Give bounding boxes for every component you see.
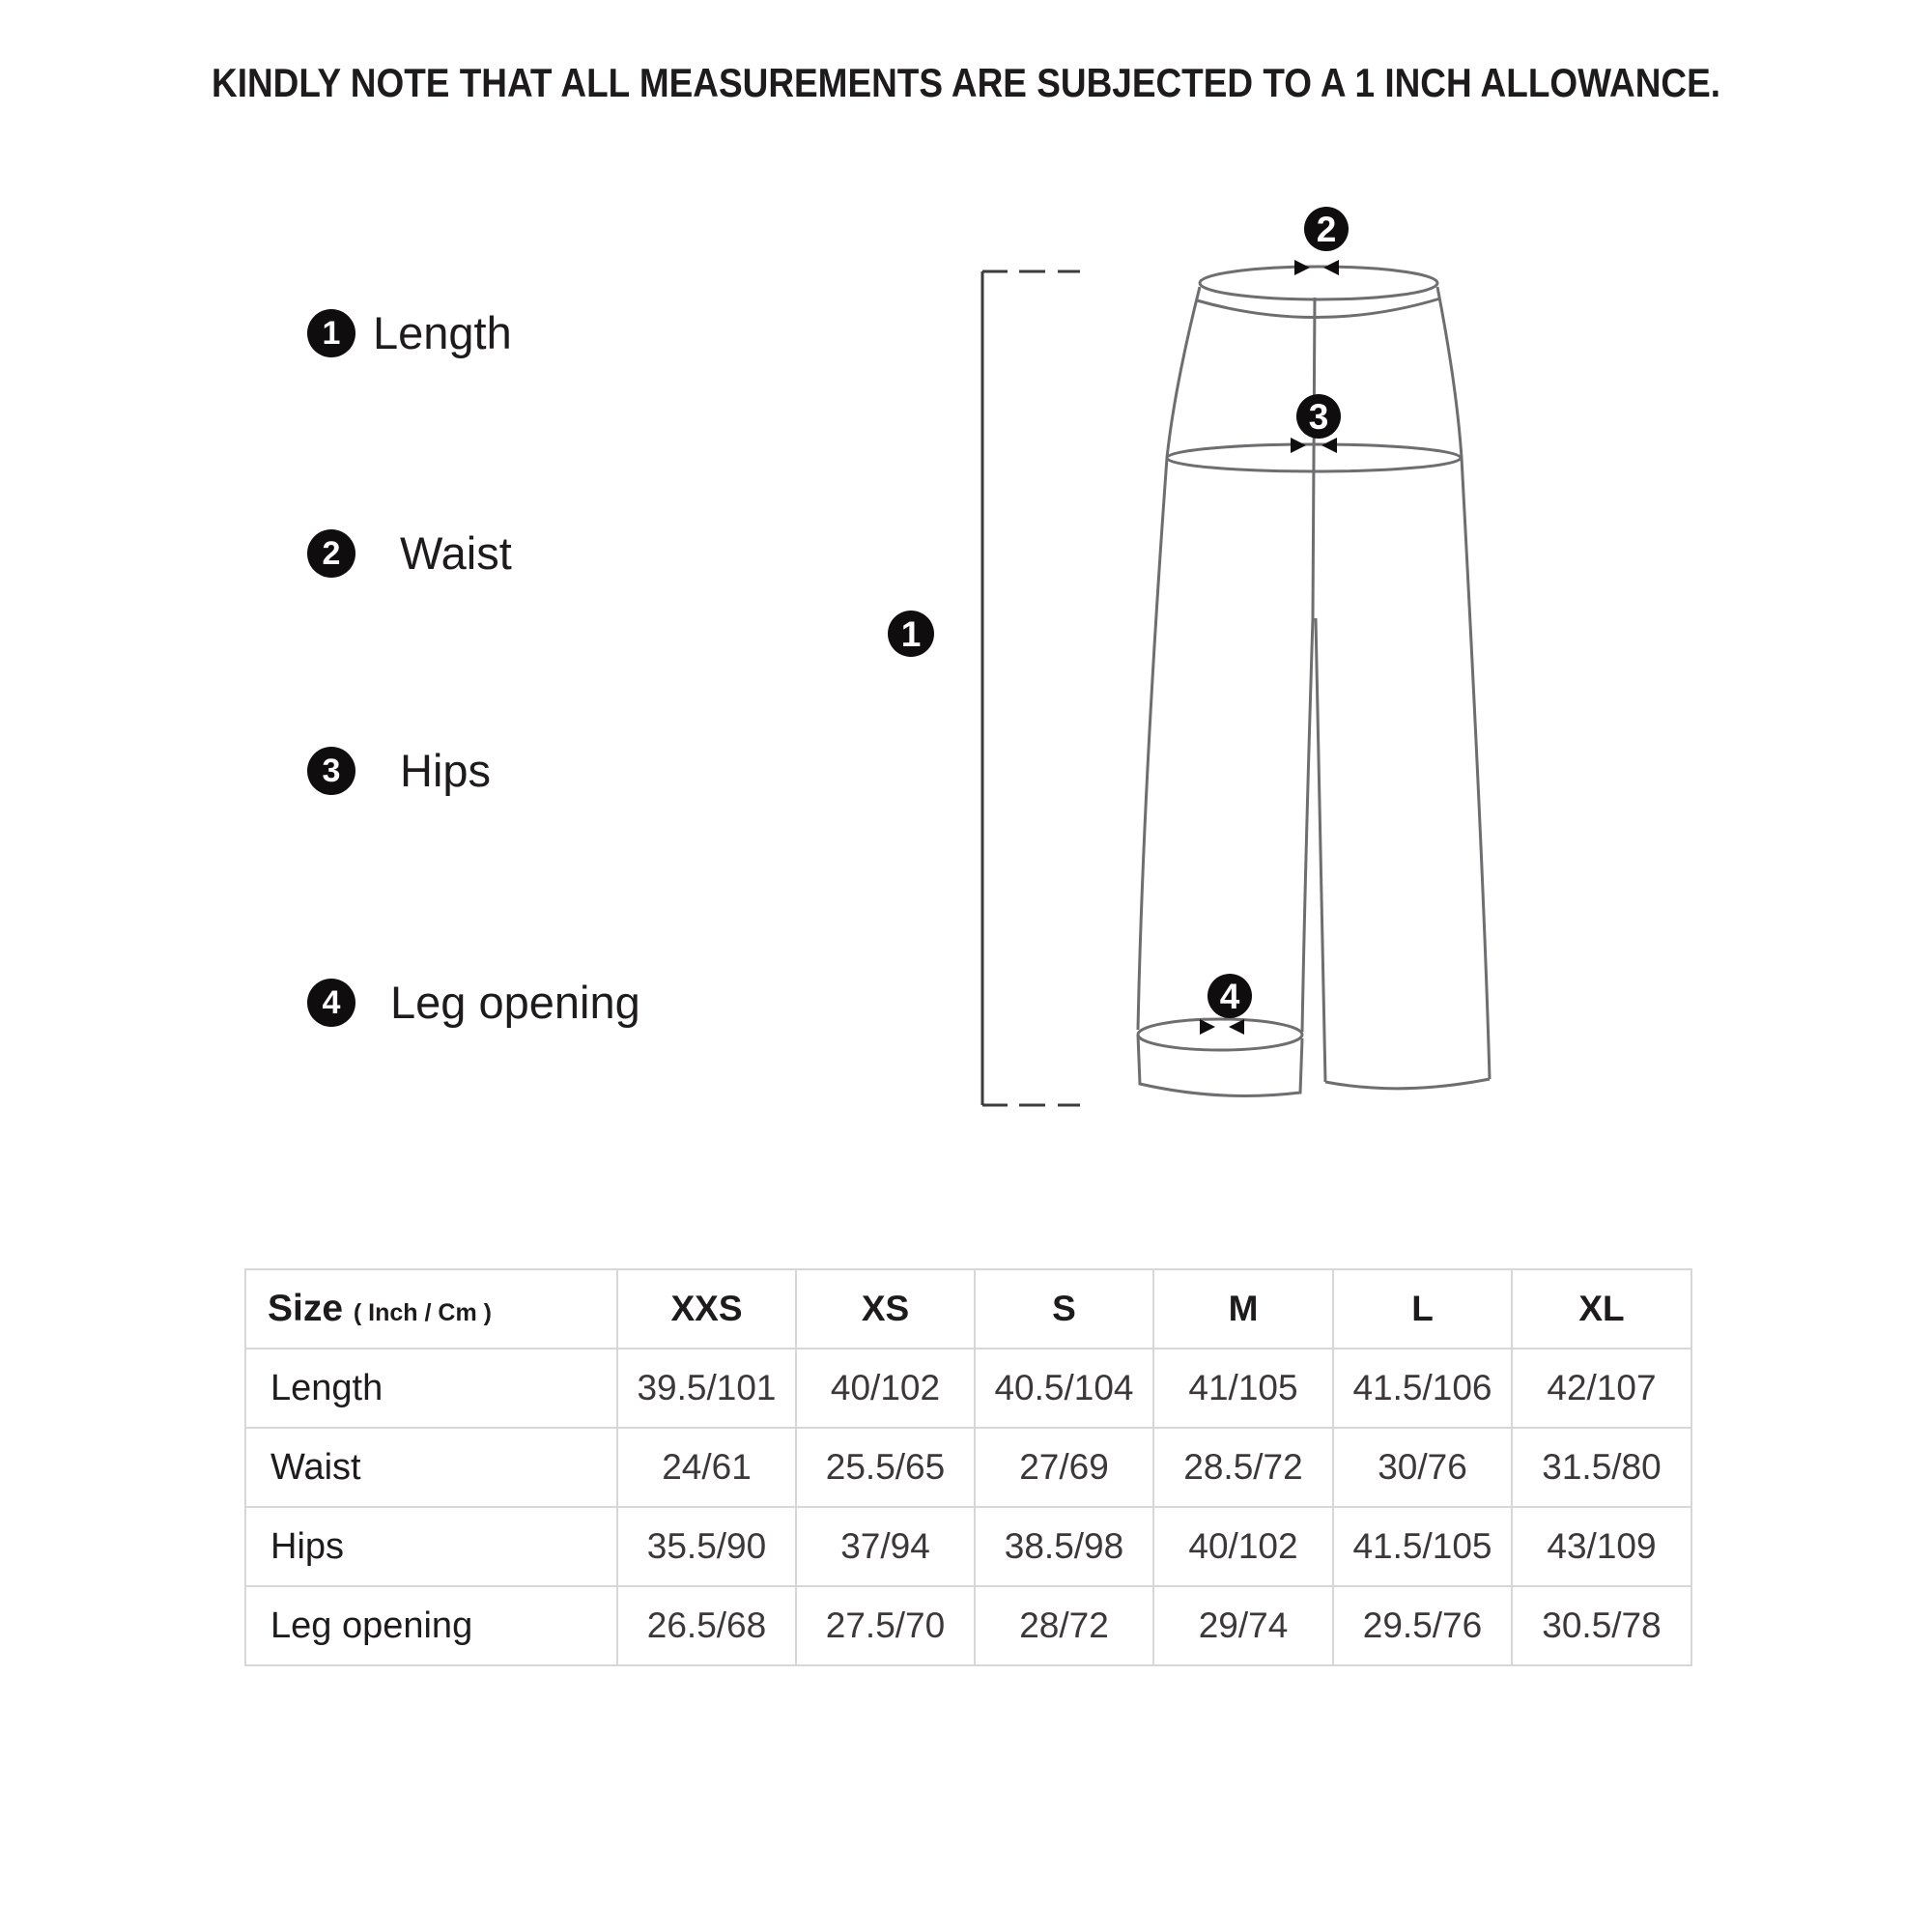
- cell-leg-opening-xxs: 26.5/68: [617, 1586, 796, 1665]
- length-bracket: [982, 271, 1080, 1105]
- row-label: Hips: [245, 1507, 617, 1586]
- arrow-right-icon: [1294, 260, 1310, 275]
- marker-1-number: 1: [900, 614, 922, 654]
- cell-length-xxs: 39.5/101: [617, 1349, 796, 1428]
- arrow-right-icon: [1200, 1019, 1215, 1035]
- size-label: Size: [268, 1288, 344, 1329]
- arrow-left-icon: [1229, 1019, 1244, 1035]
- cell-hips-xl: 43/109: [1512, 1507, 1691, 1586]
- unit-label: ( Inch / Cm ): [353, 1299, 492, 1326]
- legend-label-length: Length: [373, 307, 512, 358]
- row-label: Length: [245, 1349, 617, 1428]
- marker-length: [888, 611, 934, 657]
- cell-hips-xxs: 35.5/90: [617, 1507, 796, 1586]
- table-row-hips: [245, 1507, 1691, 1586]
- marker-4-number: 4: [1219, 977, 1240, 1016]
- number-3-badge-icon: 3: [307, 747, 355, 795]
- cell-leg-opening-xl: 30.5/78: [1512, 1586, 1691, 1665]
- cell-length-s: 40.5/104: [975, 1349, 1153, 1428]
- row-label: Leg opening: [245, 1586, 617, 1665]
- cell-hips-s: 38.5/98: [975, 1507, 1153, 1586]
- cell-waist-m: 28.5/72: [1153, 1428, 1333, 1507]
- arrow-right-icon: [1291, 438, 1306, 453]
- number-4-badge-icon: 4: [307, 979, 355, 1027]
- col-header-s: S: [975, 1269, 1153, 1349]
- cell-hips-l: 41.5/105: [1333, 1507, 1512, 1586]
- legend-label-hips: Hips: [400, 745, 492, 796]
- cell-length-xl: 42/107: [1512, 1349, 1691, 1428]
- col-header-l: L: [1333, 1269, 1512, 1349]
- arrow-left-icon: [1323, 260, 1339, 275]
- col-header-xs: XS: [796, 1269, 975, 1349]
- legend-label-waist: Waist: [400, 527, 512, 579]
- marker-3-number: 3: [1308, 397, 1329, 437]
- marker-2-number: 2: [1316, 210, 1337, 249]
- col-header-m: M: [1153, 1269, 1333, 1349]
- col-header-xl: XL: [1512, 1269, 1691, 1349]
- cell-hips-xs: 37/94: [796, 1507, 975, 1586]
- size-table: [244, 1268, 1692, 1666]
- legend-label-leg-opening: Leg opening: [390, 977, 640, 1028]
- cell-hips-m: 40/102: [1153, 1507, 1333, 1586]
- cell-leg-opening-s: 28/72: [975, 1586, 1153, 1665]
- marker-leg-opening: [1200, 974, 1252, 1035]
- cell-length-xs: 40/102: [796, 1349, 975, 1428]
- size-unit-header: [245, 1269, 617, 1349]
- cell-length-m: 41/105: [1153, 1349, 1333, 1428]
- row-label: Waist: [245, 1428, 617, 1507]
- marker-waist: [1294, 207, 1349, 275]
- col-header-xxs: XXS: [617, 1269, 796, 1349]
- table-row-length: [245, 1349, 1691, 1428]
- table-row-waist: [245, 1428, 1691, 1507]
- arrow-left-icon: [1321, 438, 1337, 453]
- allowance-note: KINDLY NOTE THAT ALL MEASUREMENTS ARE SUBJECTED TO A 1 INCH ALLOWANCE.: [212, 60, 1720, 105]
- cell-leg-opening-m: 29/74: [1153, 1586, 1333, 1665]
- cell-leg-opening-l: 29.5/76: [1333, 1586, 1512, 1665]
- cell-length-l: 41.5/106: [1333, 1349, 1512, 1428]
- cell-leg-opening-xs: 27.5/70: [796, 1586, 975, 1665]
- cell-waist-xs: 25.5/65: [796, 1428, 975, 1507]
- cell-waist-s: 27/69: [975, 1428, 1153, 1507]
- cell-waist-xl: 31.5/80: [1512, 1428, 1691, 1507]
- cell-waist-l: 30/76: [1333, 1428, 1512, 1507]
- table-row-leg-opening: [245, 1586, 1691, 1665]
- number-1-badge-icon: 1: [307, 309, 355, 357]
- table-header-row: [245, 1269, 1691, 1349]
- size-table-container: [244, 1268, 1692, 1666]
- pants-outline: [1138, 267, 1490, 1095]
- number-2-badge-icon: 2: [307, 529, 355, 578]
- cell-waist-xxs: 24/61: [617, 1428, 796, 1507]
